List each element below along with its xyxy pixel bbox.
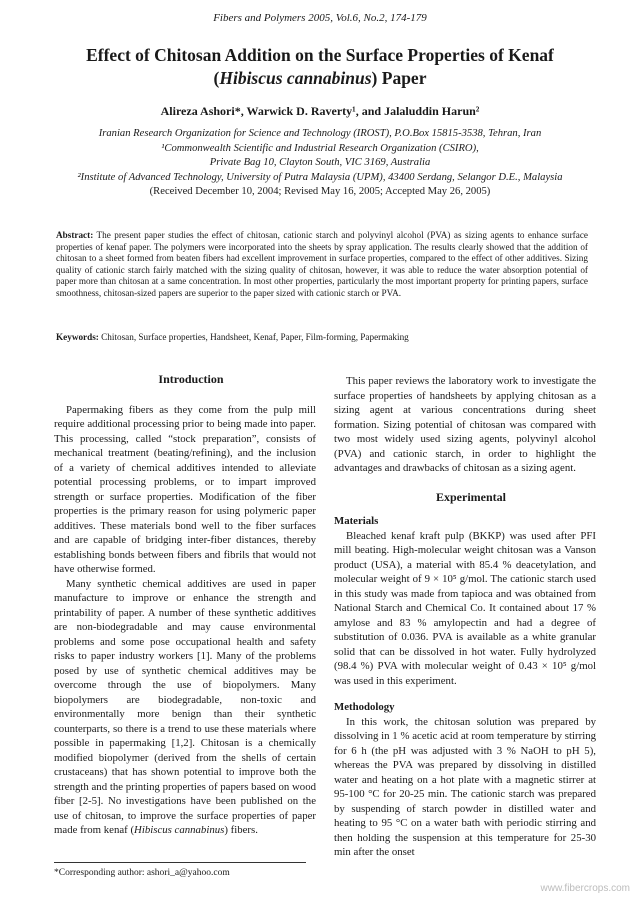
introduction-heading: Introduction (158, 372, 224, 386)
author-list: Alireza Ashori*, Warwick D. Raverty¹, and Jalaluddin Harun² (160, 104, 480, 118)
intro-paragraph-2-end: ) fibers. (224, 824, 258, 836)
intro-paragraph-2-text: Many synthetic chemical additives are used in paper manufacture to improve or enhance the strength and printability of paper. A number of these synthetic additives are non-biodegradable and may cause environmental problems and some pose occupational health and safety risks to paper industry workers [1]. Many of the problems posed by use of synthetic chemical additives may be overcome through the use of biopolymers. Many biopolymers are biodegradable, non-toxic and environmentally more benign than their synthetic counterparts, so there is a trend to use these materials where possible in papermaking [1,2]. Chitosan is a chemically modified biopolymer (derived from the shells of certain crustaceans) that has shown potential to improve both the strength and the printing properties of papers based on wood fiber [2-5]. No investigations have been published on the use of chitosan, to improve the surface properties of paper made from kenaf ( (54, 577, 316, 836)
affiliation-3: ²Institute of Advanced Technology, University of Putra Malaysia (UPM), 43400 Serdang, Selangor D.E., Malaysia (77, 171, 563, 183)
paper-title: Effect of Chitosan Addition on the Surface Properties of Kenaf (Hibiscus cannabinus) Paper (86, 45, 554, 88)
affiliation-2-address: Private Bag 10, Clayton South, VIC 3169, Australia (209, 157, 431, 169)
intro-paragraph-1: Papermaking fibers as they come from the pulp mill require additional processing prior to being made into paper. This processing, called “stock preparation”, consists of mechanical treatment (beating/refining), and the inclusion of a variety of chemical additives intended to alleviate potential processing problems, or to impart improved strength or surface properties. Modification of the fiber properties is the primary reason for using polymeric paper additives. These materials bond well to the fiber surfaces and are capable of bridging inter-fiber distances, thereby establishing bonds between fibers and fibrils that would not have otherwise formed. (54, 403, 316, 575)
title-line-1: Effect of Chitosan Addition on the Surface Properties of Kenaf (86, 45, 554, 65)
keywords-text: Chitosan, Surface properties, Handsheet, Kenaf, Paper, Film-forming, Papermaking (101, 332, 409, 342)
materials-heading: Materials (334, 515, 379, 527)
right-paragraph-1: This paper reviews the laboratory work to investigate the surface properties of handsheets by applying chitosan as a sizing agent at various concentrations during sheet formation. Sizing potential of chitosan was compared with two most widely used sizing agents, polyvinyl alcohol (PVA) and cationic starch, in order to highlight the advantages and drawbacks of chitosan as a sizing agent. (334, 375, 596, 474)
experimental-heading: Experimental (436, 489, 506, 504)
intro-paragraph-2 (54, 577, 316, 838)
title-species: Hibiscus cannabinus (219, 68, 372, 88)
affiliation-1: Iranian Research Organization for Science and Technology (IROST), P.O.Box 15815-3538, Tehran, Iran (98, 128, 542, 139)
footnote-divider (54, 862, 306, 863)
affiliations (30, 127, 610, 200)
received-dates: (Received December 10, 2004; Revised May 16, 2005; Accepted May 26, 2005) (149, 186, 491, 198)
affiliation-2: ¹Commonwealth Scientific and Industrial Research Organization (CSIRO), (161, 142, 479, 154)
methodology-paragraph: In this work, the chitosan solution was prepared by dissolving in 1 % acetic acid at room temperature by stirring for 6 h (the pH was adjusted with 3 % NaOH to pH 5), whereas the PVA was prepared by dissolving in distilled water and heating on a hot plate with a magnetic stirrer at 95-100 °C for 20-25 min. The cationic starch was prepared by suspending of starch powder in distilled water and heating to 95 °C on a water bath with periodic stirring and then holding the suspension at this temperature for 25-30 min after the onset (334, 715, 596, 858)
intro-species: Hibiscus cannabinus (134, 824, 225, 836)
abstract (56, 230, 588, 300)
abstract-text: The present paper studies the effect of chitosan, cationic starch and polyvinyl alcohol (PVA) as sizing agents to enhance surface properties of kenaf paper. The polymers were incorporated into the sheets by spray application. The results clearly showed that the addition of chitosan to a sheet formed from beaten fibers had excellent improvement in surface properties, compared to the effect of other additives. Sizing quality of cationic starch fairly matched with the sizing quality of chitosan, however, it was able to reduce the water absorption potential of paper more than chitosan at a same concentration. In most other properties, particularly the most important property for printing papers, surface smoothness, chitosan-sized papers are superior to the paper sized with cationic starch or PVA. (56, 230, 588, 298)
left-column (54, 372, 316, 838)
title-line-2: Paper (381, 68, 427, 88)
journal-header: Fibers and Polymers 2005, Vol.6, No.2, 174-179 (213, 12, 427, 24)
corresponding-author-footnote: *Corresponding author: ashori_a@yahoo.com (54, 868, 230, 878)
keywords (56, 332, 588, 344)
materials-paragraph: Bleached kenaf kraft pulp (BKKP) was used after PFI mill beating. High-molecular weight chitosan was a Vanson product (USA), a material with 85.4 % deacetylation, and molecular weight of 9 × 10⁵ g/mol. The cationic starch used in this study was made from tapioca and was obtained from National Starch and Chemical Co. It contained about 17 % amylose and 83 % amylopectin and had a degree of substitution of 0.036. PVA is available as a white granular solid that can be dissolved in hot water. Fully hydrolyzed (98.4 %) PVA with molecular weight of 0.43 × 10⁵ g/mol was used in this experiment. (334, 529, 596, 687)
abstract-label: Abstract: (56, 230, 94, 240)
keywords-label: Keywords: (56, 332, 99, 342)
methodology-heading: Methodology (334, 701, 395, 713)
right-column (334, 374, 596, 860)
watermark: www.fibercrops.com (540, 883, 630, 894)
